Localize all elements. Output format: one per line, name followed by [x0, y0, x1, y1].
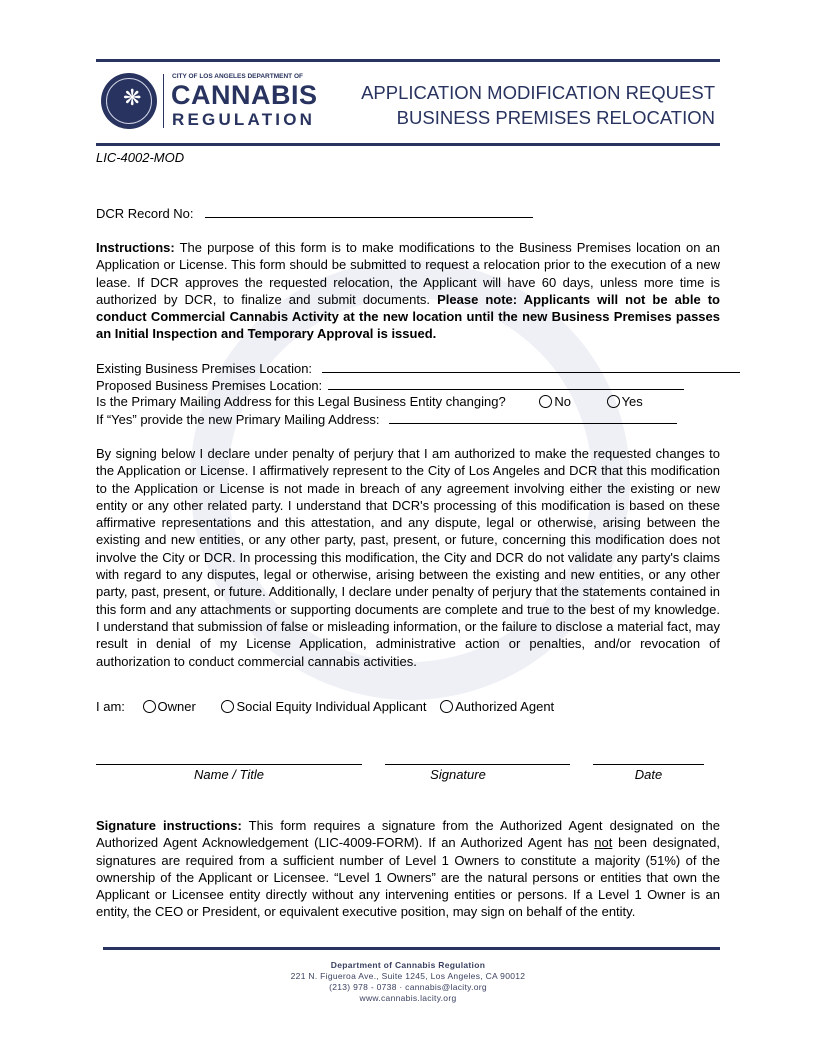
date-line[interactable] — [593, 764, 704, 765]
proposed-location-label: Proposed Business Premises Location: — [96, 378, 323, 393]
logo-regulation: REGULATION — [172, 110, 316, 129]
role-authorized-agent[interactable] — [440, 699, 554, 714]
form-id: LIC-4002-MOD — [96, 150, 185, 165]
radio-no-label: No — [554, 394, 571, 409]
footer — [96, 960, 720, 1004]
proposed-location-input[interactable] — [328, 377, 684, 390]
instructions-text: The purpose of this form is to make modifications to the Business Premises location on an Application or License. This form should be submitted to request a relocation prior to the execution of a new lease. If DCR approves the requested relocation, the Applicant will have 60 days, unless more time is authorized by DCR, to finalize and submit documents. — [96, 240, 720, 307]
signature-instructions-not: not — [594, 835, 613, 851]
dcr-record-input[interactable] — [205, 205, 533, 218]
dcr-record-row — [96, 205, 533, 221]
new-mailing-row — [96, 411, 677, 427]
role-label: I am: — [96, 699, 125, 714]
role-social-equity[interactable] — [221, 699, 426, 714]
signature-instructions-label: Signature instructions: — [96, 818, 242, 833]
new-mailing-input[interactable] — [389, 411, 677, 424]
date-label: Date — [634, 767, 663, 782]
existing-location-input[interactable] — [322, 360, 740, 373]
footer-website: www.cannabis.lacity.org — [359, 993, 457, 1003]
signature-instructions-text-1: This form requires a signature from the Authorized Agent designated on the Authorized Agent Acknowledgement (LIC-4009-FORM). If an Authorized Agent has — [96, 818, 720, 851]
dcr-record-label: DCR Record No: — [96, 206, 194, 221]
radio-owner[interactable] — [143, 700, 156, 713]
existing-location-label: Existing Business Premises Location: — [96, 361, 313, 376]
radio-yes[interactable] — [607, 395, 620, 408]
logo-top-text: CITY OF LOS ANGELES DEPARTMENT OF — [172, 73, 303, 80]
mailing-change-no[interactable] — [539, 394, 571, 409]
logo-divider — [163, 74, 164, 128]
signature-instructions — [96, 817, 720, 921]
existing-location-row — [96, 360, 740, 376]
new-mailing-label: If “Yes” provide the new Primary Mailing Address: — [96, 412, 380, 427]
name-title-line[interactable] — [96, 764, 362, 765]
role-owner-label: Owner — [157, 699, 196, 714]
role-authorized-agent-label: Authorized Agent — [455, 699, 555, 714]
seal-logo-icon: ❋ — [101, 73, 157, 129]
title-line-2: BUSINESS PREMISES RELOCATION — [396, 107, 715, 128]
footer-rule — [103, 947, 720, 950]
instructions — [96, 239, 720, 343]
instructions-note: Please note: Applicants will not be able to conduct Commercial Cannabis Activity at the new location until the new Business Premises passes an Initial Inspection and Temporary Approval is issued. — [96, 291, 720, 342]
declaration-text: By signing below I declare under penalty of perjury that I am authorized to make the requested changes to the Application or License. I affirmatively represent to the City of Los Angeles and DCR that this modification to the Application or License is not made in breach of any agreement involving either the existing or new entity or any other related party. I understand that DCR's processing of this modification is based on these affirmative representations and this attestation, and any dispute, legal or otherwise, arising between the existing and new entities, or any other party, past, present, or future, concerning this modification does not involve the City or DCR. In processing this modification, the City and DCR do not validate any party's claims with regard to any disputes, legal or otherwise, arising between the existing and new entities, or any other party, past, present, or future. Additionally, I declare under penalty of perjury that the statements contained in this form and any attachments or supporting documents are complete and true to the best of my knowledge. I understand that submission of false or misleading information, or the failure to disclose a material fact, may result in denial of my License Application, administrative action or penalties, and/or revocation of authorization to conduct commercial cannabis activities. — [96, 446, 720, 669]
title-line-1: APPLICATION MODIFICATION REQUEST — [361, 82, 715, 103]
header-bottom-rule — [96, 143, 720, 146]
mailing-change-question: Is the Primary Mailing Address for this Legal Business Entity changing? — [96, 394, 506, 409]
header-top-rule — [96, 59, 720, 62]
mailing-change-yes[interactable] — [607, 394, 643, 409]
mailing-change-row — [96, 394, 643, 409]
radio-yes-label: Yes — [621, 394, 643, 409]
radio-social-equity[interactable] — [221, 700, 234, 713]
footer-address: 221 N. Figueroa Ave., Suite 1245, Los Angeles, CA 90012 — [290, 971, 526, 981]
form-title — [361, 80, 715, 130]
radio-no[interactable] — [539, 395, 552, 408]
role-social-equity-label: Social Equity Individual Applicant — [236, 699, 427, 714]
signature-instructions-text-2: been designated, signatures are required from a sufficient number of Level 1 Owners to constitute a majority (51%) of the ownership of the Applicant or Licensee. “Level 1 Owners” are the natural persons or entities that own the Applicant or Licensee entity directly without any intervening entities or persons. If a Level 1 Owner is an entity, the CEO or President, or equivalent executive position, may sign on behalf of the entity. — [96, 835, 720, 920]
instructions-label: Instructions: — [96, 240, 175, 255]
proposed-location-row — [96, 377, 684, 393]
signature-line[interactable] — [385, 764, 570, 765]
logo-cannabis: CANNABIS — [171, 80, 318, 110]
footer-org: Department of Cannabis Regulation — [330, 960, 486, 970]
role-owner[interactable] — [143, 699, 196, 714]
radio-authorized-agent[interactable] — [440, 700, 453, 713]
name-title-label: Name / Title — [194, 767, 264, 782]
role-row — [96, 699, 554, 714]
signature-label: Signature — [430, 767, 486, 782]
footer-contact: (213) 978 - 0738 · cannabis@lacity.org — [329, 982, 487, 992]
